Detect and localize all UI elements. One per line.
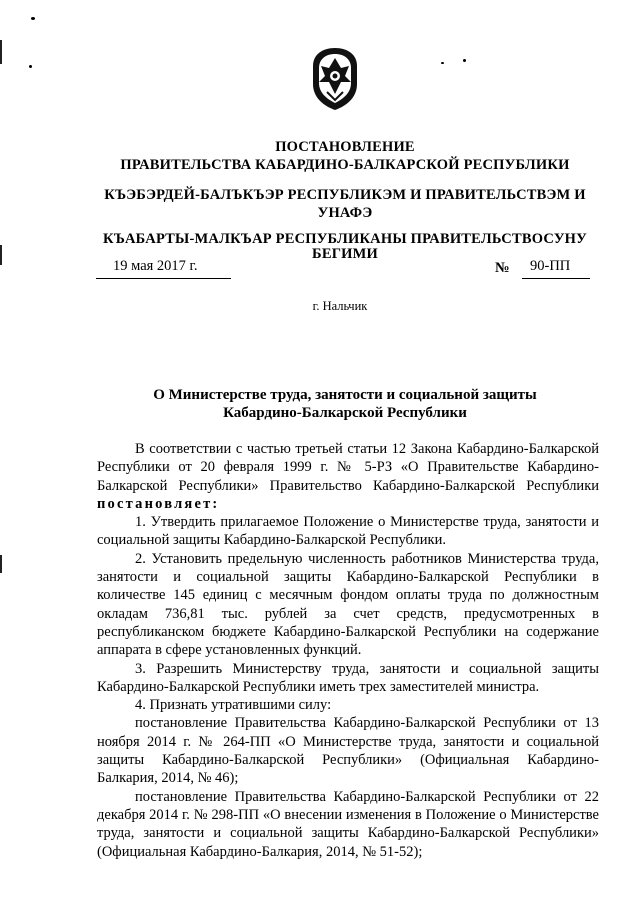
date-underline <box>96 278 231 279</box>
coat-of-arms-emblem <box>307 46 363 112</box>
header-line-decree: ПОСТАНОВЛЕНИЕ <box>275 139 415 155</box>
scan-edge-mark <box>0 555 2 573</box>
number-underline <box>522 278 590 279</box>
city-name: г. Нальчик <box>312 299 368 313</box>
title-line-2: Кабардино-Балкарской Республики <box>223 405 467 421</box>
number-sign: № <box>495 260 510 276</box>
header-line-balkar-cont: БЕГИМИ <box>312 246 378 262</box>
title-line-1: О Министерстве труда, занятости и социальной защиты <box>153 387 537 403</box>
intro-paragraph <box>97 440 599 513</box>
repealed-act-1-paragraph: постановление Правительства Кабардино-Балкарской Республики от 13 ноября 2014 г. № 264-ПП «О Министерстве труда, занятости и социальной защиты Кабардино-Балкарской Республики» (Официальная Кабардино-Балкария, 2014, № 46); <box>97 715 599 787</box>
decree-word: постановляет: <box>97 495 220 512</box>
scan-speck <box>31 17 35 20</box>
intro-text: В соответствии с частью третьей статьи 12 Закона Кабардино-Балкарской Республики от 20 февраля 1999 г. № 5-РЗ «О Правительстве Кабардино-Балкарской Республики» Правительство Кабардино-Балкарской Республики <box>97 441 599 494</box>
scan-speck <box>29 65 32 68</box>
header-line-government: ПРАВИТЕЛЬСТВА КАБАРДИНО-БАЛКАРСКОЙ РЕСПУБЛИКИ <box>120 157 570 173</box>
repealed-act-2-paragraph: постановление Правительства Кабардино-Балкарской Республики от 22 декабря 2014 г. № 298-ПП «О внесении изменения в Положение о Министерстве труда, занятости и социальной защиты Кабардино-Балкарской Республики» (Официальная Кабардино-Балкария, 2014, № 51-52); <box>97 788 599 860</box>
item-4-paragraph: 4. Признать утратившими силу: <box>135 697 332 714</box>
item-1-paragraph: 1. Утвердить прилагаемое Положение о Министерстве труда, занятости и социальной защиты Кабардино-Балкарской Республики. <box>97 514 599 549</box>
scan-speck <box>463 59 466 62</box>
document-title <box>90 386 600 422</box>
scan-speck <box>441 62 444 64</box>
item-2-paragraph: 2. Установить предельную численность работников Министерства труда, занятости и социальной защиты Кабардино-Балкарской Республики в количестве 145 единиц с месячным фондом оплаты труда по должностным окладам 736,81 тыс. рублей за счет средств, предусмотренных в республиканском бюджете Кабардино-Балкарской Республики на содержание аппарата в сфере установленных функций. <box>97 550 599 659</box>
header-line-balkar: КЪАБАРТЫ-МАЛКЪАР РЕСПУБЛИКАНЫ ПРАВИТЕЛЬСТВОСУНУ <box>103 231 587 247</box>
decree-date: 19 мая 2017 г. <box>113 258 198 274</box>
header-line-kabardian-cont: УНАФЭ <box>317 205 373 221</box>
header-line-kabardian: КЪЭБЭРДЕЙ-БАЛЪКЪЭР РЕСПУБЛИКЭМ И ПРАВИТЕЛЬСТВЭМ И <box>104 187 586 203</box>
scan-edge-mark <box>0 40 2 64</box>
document-body <box>97 440 599 861</box>
scan-edge-mark <box>0 245 2 265</box>
decree-number: 90-ПП <box>530 258 571 274</box>
item-3-paragraph: 3. Разрешить Министерству труда, занятости и социальной защиты Кабардино-Балкарской Республики иметь трех заместителей министра. <box>97 660 599 695</box>
